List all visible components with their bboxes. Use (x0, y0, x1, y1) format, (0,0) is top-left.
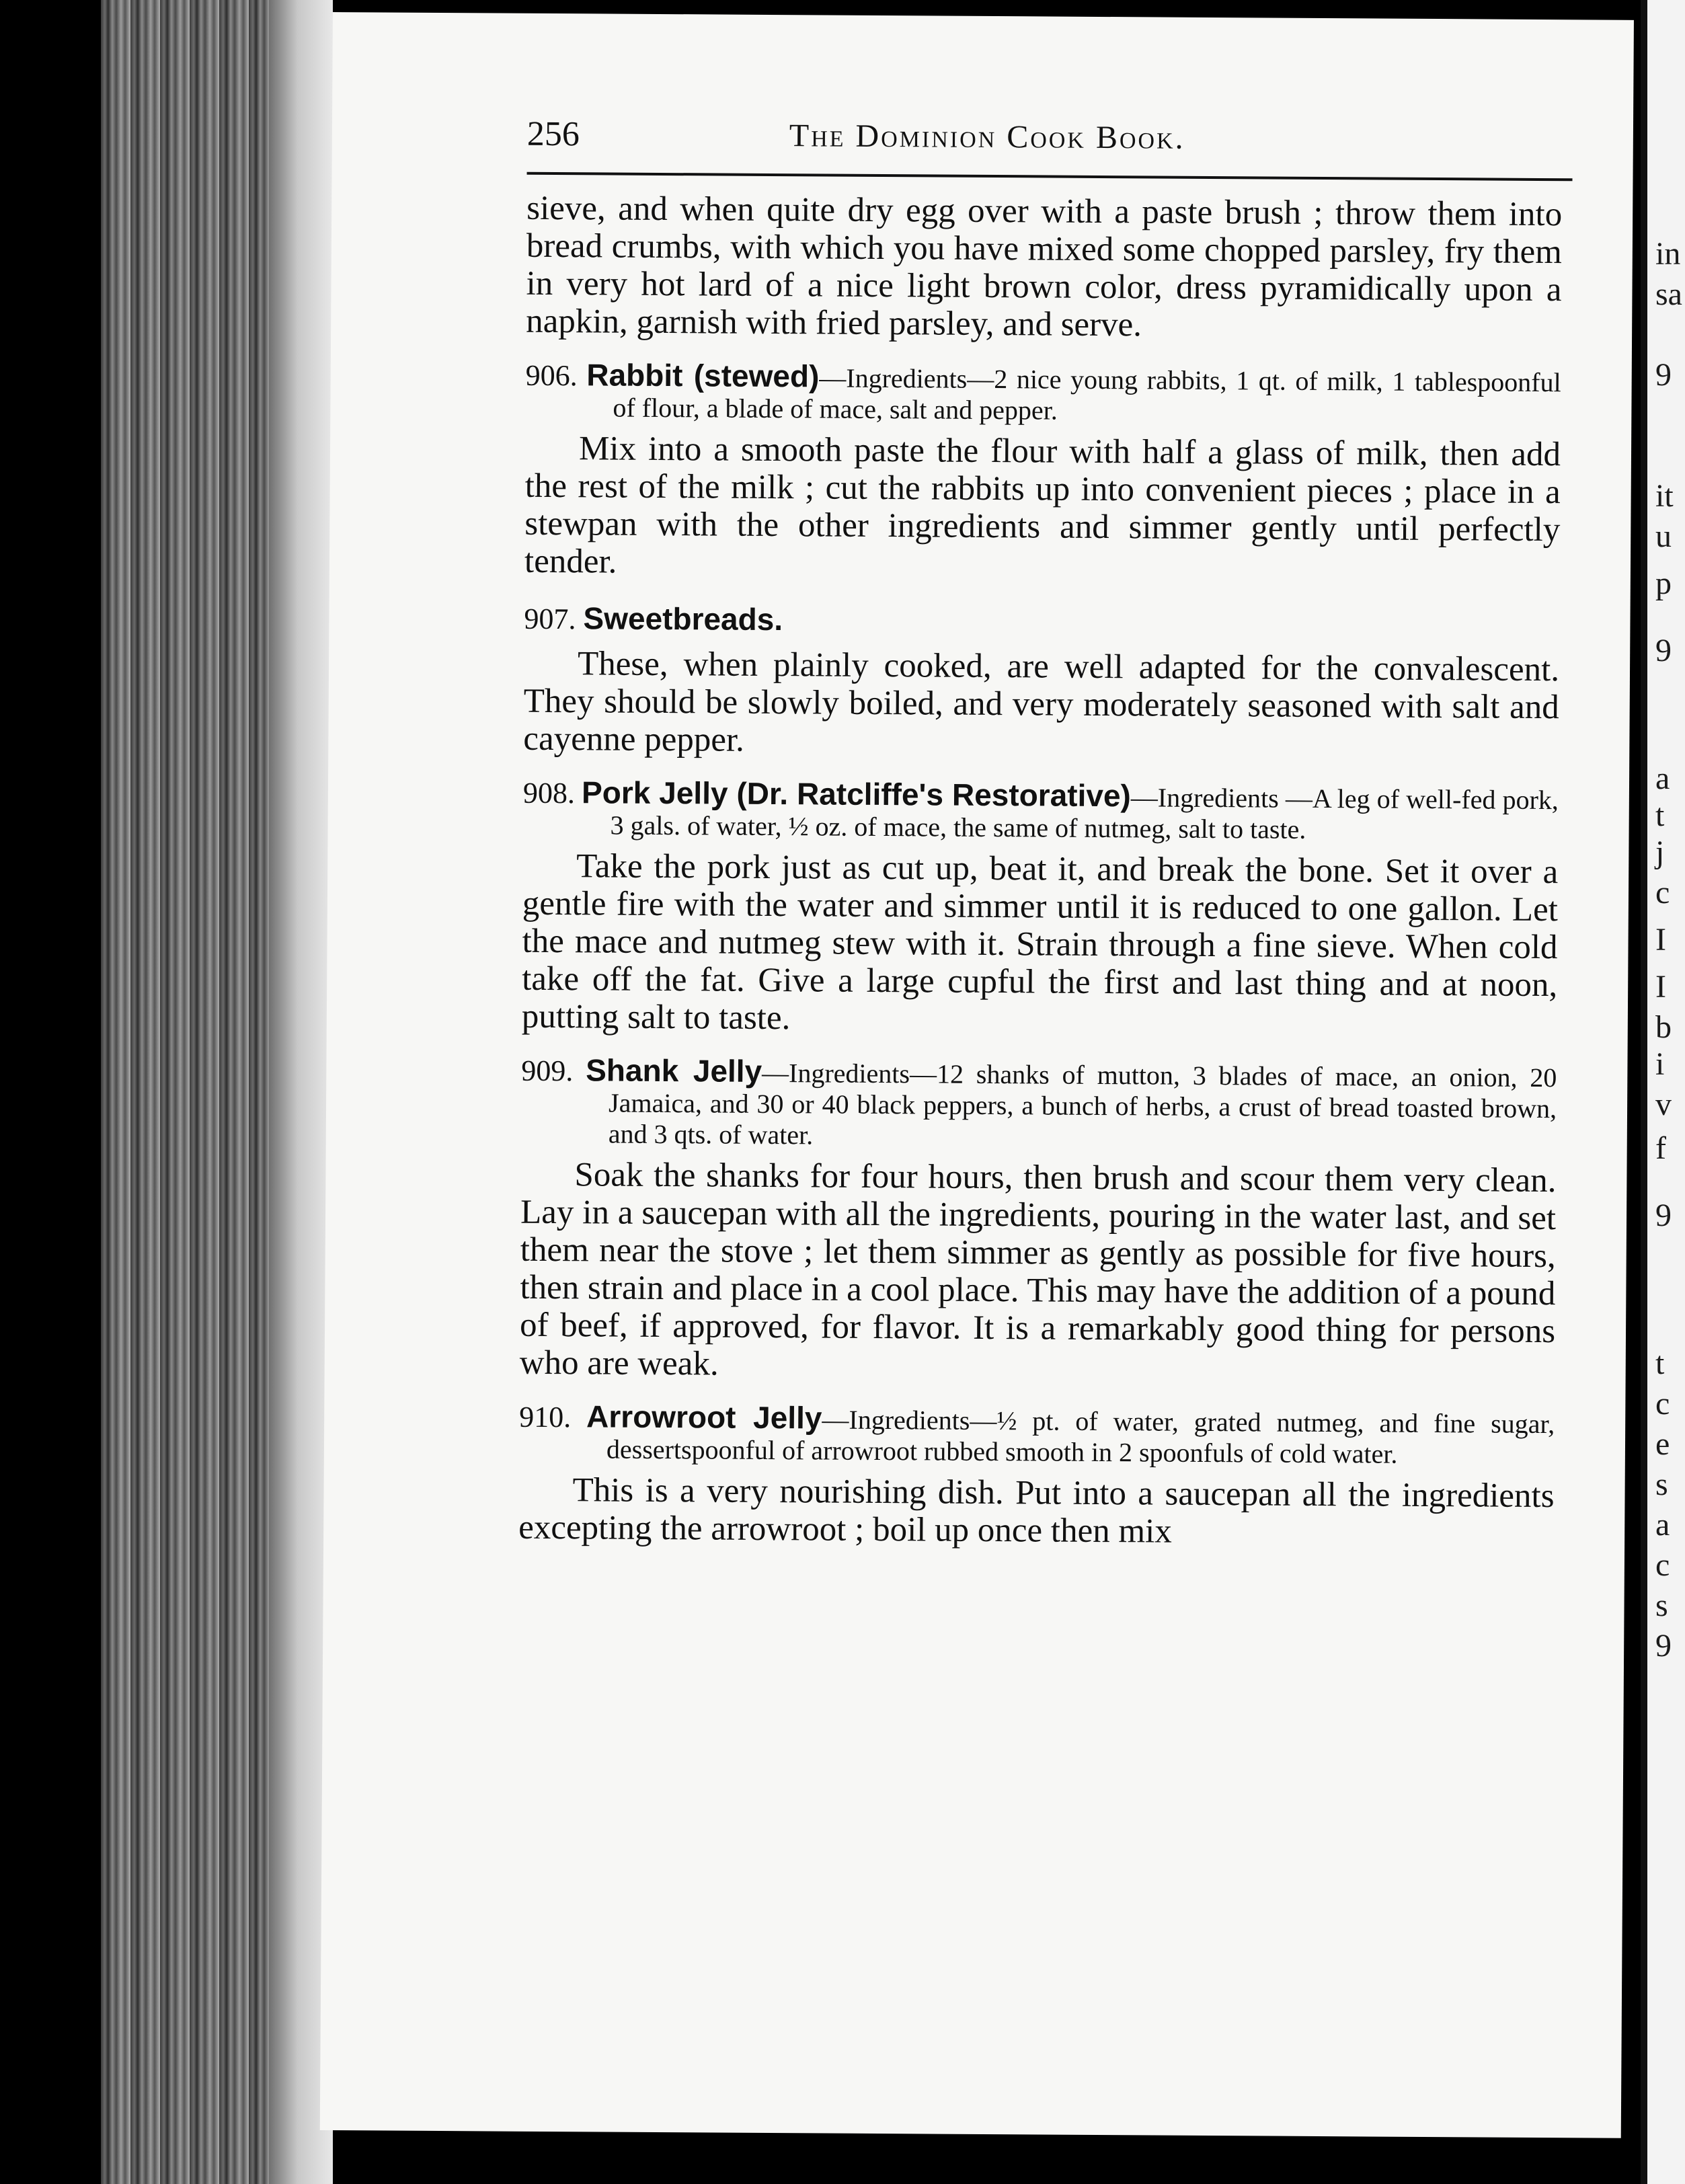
recipe-ingredients: —Ingredients—2 nice young rabbits, 1 qt. of milk, 1 tablespoonful of flour, a blade of mace, salt and pepper. (613, 362, 1561, 426)
recipe-instructions: This is a very nourishing dish. Put into a saucepan all the ingredients excepting the arrowroot ; boil up once then mix (518, 1471, 1555, 1551)
adjacent-page-fragment: it (1655, 478, 1674, 514)
adjacent-page-fragment: c (1655, 1386, 1670, 1421)
recipe-number: 910. (519, 1400, 572, 1434)
recipe-title: Arrowroot Jelly (586, 1399, 822, 1436)
adjacent-page-fragment: a (1655, 760, 1670, 796)
recipe-909 (520, 1054, 1557, 1388)
adjacent-page-fragment: c (1655, 875, 1670, 910)
adjacent-page-fragment: 9 (1655, 1198, 1672, 1233)
recipe-heading (521, 1054, 1557, 1155)
running-head (527, 114, 1563, 174)
adjacent-page-fragment: 9 (1655, 1628, 1672, 1664)
recipe-instructions: These, when plainly cooked, are well adapted for the convalescent. They should be slowly boiled, and very moderately seasoned with salt and cayenne pepper. (523, 645, 1560, 759)
recipe-instructions: Take the pork just as cut up, beat it, and break the bone. Set it over a gentle fire with the water and simmer until it is reduced to one gallon. Let the mace and nutmeg stew with it. Strain through a fine sieve. When cold take off the fat. Give a large cupful the first and last thing and at noon, putting salt to taste. (521, 847, 1559, 1038)
adjacent-page-strip (1641, 0, 1685, 2184)
recipe-title: Sweetbreads. (583, 600, 783, 637)
recipe-title: Shank Jelly (586, 1052, 762, 1089)
recipe-ingredients: —Ingredients —A leg of well-fed pork, 3 gals. of water, ½ oz. of mace, the same of nutmeg, salt to taste. (610, 782, 1559, 845)
adjacent-page-fragment: s (1655, 1588, 1668, 1623)
adjacent-page-fragment: t (1655, 797, 1665, 833)
continuation-paragraph: sieve, and when quite dry egg over with a paste brush ; throw them into bread crumbs, with which you have mixed some chopped parsley, fry them in very hot lard of a nice light brown color, dress pyramidically upon a napkin, garnish with fried parsley, and serve. (526, 189, 1563, 344)
book-page (320, 12, 1634, 2138)
recipe-ingredients: —Ingredients—12 shanks of mutton, 3 blades of mace, an onion, 20 Jamaica, and 30 or 40 black peppers, a bunch of herbs, a crust of bread toasted brown, and 3 qts. of water. (608, 1057, 1557, 1150)
adjacent-page-fragment: I (1655, 969, 1666, 1005)
recipe-heading (524, 599, 1559, 644)
recipe-heading (525, 359, 1561, 429)
recipe-ingredients: —Ingredients—½ pt. of water, grated nutmeg, and fine sugar, dessertspoonful of arrowroot rubbed smooth in 2 spoonfuls of cold water. (606, 1404, 1555, 1469)
book-title: The Dominion Cook Book. (789, 118, 1185, 156)
recipe-heading (519, 1401, 1555, 1471)
recipe-number: 906. (525, 358, 578, 393)
recipe-906 (524, 359, 1561, 586)
recipe-907 (523, 599, 1559, 764)
recipe-910 (518, 1401, 1555, 1553)
recipe-instructions: Soak the shanks for four hours, then brush and scour them very clean. Lay in a saucepan with all the ingredients, pouring in the water last, and set them near the stove ; let them simmer as gently as possible for five hours, then strain and place in a cool place. This may have the addition of a pound of beef, if approved, for flavor. It is a remarkably good thing for persons who are weak. (519, 1156, 1557, 1383)
adjacent-page-fragment: u (1655, 518, 1672, 554)
adjacent-page-fragment: c (1655, 1547, 1670, 1583)
recipe-number: 907. (524, 602, 576, 636)
recipe-heading (522, 777, 1559, 847)
recipe-908 (522, 777, 1559, 1042)
adjacent-page-fragment: v (1655, 1087, 1672, 1122)
adjacent-page-fragment: 9 (1655, 633, 1672, 668)
adjacent-page-fragment: i (1655, 1046, 1665, 1082)
recipe-number: 909. (521, 1054, 574, 1088)
adjacent-page-fragment: j (1655, 834, 1665, 870)
adjacent-page-fragment: b (1655, 1009, 1672, 1045)
adjacent-page-fragment: t (1655, 1346, 1665, 1381)
adjacent-page-fragment: I (1655, 922, 1666, 958)
recipe-title: Rabbit (stewed) (586, 357, 820, 394)
adjacent-page-fragment: in (1655, 236, 1681, 272)
adjacent-page-fragment: sa (1655, 276, 1682, 312)
adjacent-page-fragment: f (1655, 1130, 1666, 1166)
adjacent-page-fragment: e (1655, 1426, 1670, 1462)
recipe-number: 908. (522, 776, 576, 810)
page-number: 256 (526, 114, 580, 154)
adjacent-page-fragment: 9 (1655, 357, 1672, 393)
recipe-title: Pork Jelly (Dr. Ratcliffe's Restorative) (581, 775, 1132, 814)
adjacent-page-fragment: a (1655, 1507, 1670, 1543)
recipe-instructions: Mix into a smooth paste the flour with half a glass of milk, then add the rest of the milk ; cut the rabbits up into convenient pieces ; place in a stewpan with the other ingredients and simmer gently until perfectly tender. (524, 430, 1561, 581)
adjacent-page-fragment: s (1655, 1467, 1668, 1502)
page-text-block (518, 114, 1563, 1553)
adjacent-page-fragment: p (1655, 566, 1672, 601)
